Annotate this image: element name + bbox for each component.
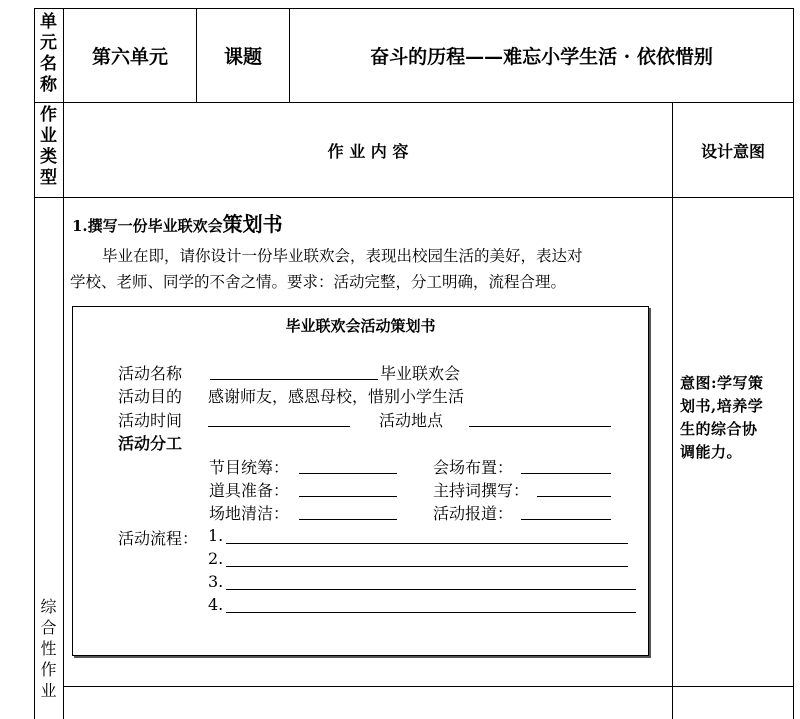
cleaning-label: 场地清洁： — [209, 504, 290, 523]
activity-division-label: 活动分工 — [118, 434, 183, 453]
task-title — [72, 208, 283, 237]
report-line — [521, 519, 611, 520]
intent-line: 划书,培养学 — [680, 397, 764, 415]
task-title-prefix: 1.撰写一份毕业联欢会 — [72, 217, 223, 235]
process-step-line — [226, 612, 636, 613]
host-label: 主持词撰写： — [433, 481, 530, 500]
unit-name-char: 称 — [40, 75, 57, 95]
process-step-line — [226, 589, 636, 590]
unit-name-char: 元 — [40, 33, 57, 53]
work-type-char: 型 — [40, 168, 57, 188]
unit-name-char: 单 — [40, 12, 57, 32]
topic-label: 课题 — [223, 46, 262, 68]
plan-form-box — [72, 306, 649, 656]
process-step-number: 4. — [208, 595, 224, 614]
plan-form-title: 毕业联欢会活动策划书 — [285, 317, 436, 335]
category-char: 合 — [40, 618, 57, 637]
program-line — [299, 473, 397, 474]
task-description — [70, 243, 668, 295]
design-intent-text — [680, 372, 790, 464]
props-line — [299, 496, 397, 497]
intent-line: 意图:学写策 — [680, 374, 764, 392]
table-row-divider-3 — [63, 686, 794, 687]
activity-purpose-value: 感谢师友，感恩母校，惜别小学生活 — [208, 387, 465, 406]
activity-name-line — [210, 379, 378, 380]
intent-line: 调能力。 — [680, 443, 743, 461]
activity-process-label: 活动流程： — [118, 529, 199, 548]
task-title-emphasis: 策划书 — [222, 212, 283, 236]
work-type-char: 类 — [40, 147, 57, 167]
process-step-line — [226, 543, 628, 544]
topic-value: 奋斗的历程——难忘小学生活 · 依依惜别 — [370, 46, 713, 68]
work-type-label — [34, 105, 63, 189]
venue-label: 会场布置： — [433, 458, 514, 477]
activity-place-line — [469, 426, 611, 427]
unit-name-char: 名 — [40, 54, 57, 74]
category-char: 性 — [40, 639, 57, 658]
process-step-number: 3. — [208, 572, 224, 591]
activity-time-line — [208, 426, 350, 427]
activity-name-label: 活动名称 — [118, 364, 183, 383]
host-line — [537, 496, 611, 497]
task-desc-line-2: 学校、老师、同学的不舍之情。要求：活动完整，分工明确，流程合理。 — [70, 273, 567, 291]
category-char: 综 — [40, 597, 57, 616]
design-intent-header: 设计意图 — [700, 141, 765, 161]
venue-line — [521, 473, 611, 474]
table-row-divider-2 — [34, 197, 794, 198]
table-border-right — [793, 8, 794, 719]
task-desc-line-1: 毕业在即，请你设计一份毕业联欢会，表现出校园生活的美好，表达对 — [102, 247, 583, 265]
work-type-char: 业 — [40, 126, 57, 146]
category-label — [34, 596, 63, 701]
category-char: 业 — [40, 681, 57, 700]
activity-purpose-label: 活动目的 — [118, 387, 183, 406]
work-type-char: 作 — [40, 105, 57, 125]
category-char: 作 — [40, 660, 57, 679]
report-label: 活动报道： — [433, 504, 514, 523]
activity-place-label: 活动地点 — [379, 411, 444, 430]
process-step-line — [226, 566, 628, 567]
cleaning-line — [299, 519, 397, 520]
process-step-number: 2. — [208, 549, 224, 568]
props-label: 道具准备： — [209, 481, 290, 500]
work-content-header: 作 业 内 容 — [327, 141, 409, 161]
program-label: 节目统筹： — [209, 458, 290, 477]
activity-time-label: 活动时间 — [118, 411, 183, 430]
unit-name-label — [34, 12, 63, 96]
process-step-number: 1. — [208, 526, 224, 545]
unit-name-value: 第六单元 — [91, 46, 168, 68]
activity-name-suffix: 毕业联欢会 — [380, 364, 461, 383]
intent-line: 生的综合协 — [680, 420, 758, 438]
